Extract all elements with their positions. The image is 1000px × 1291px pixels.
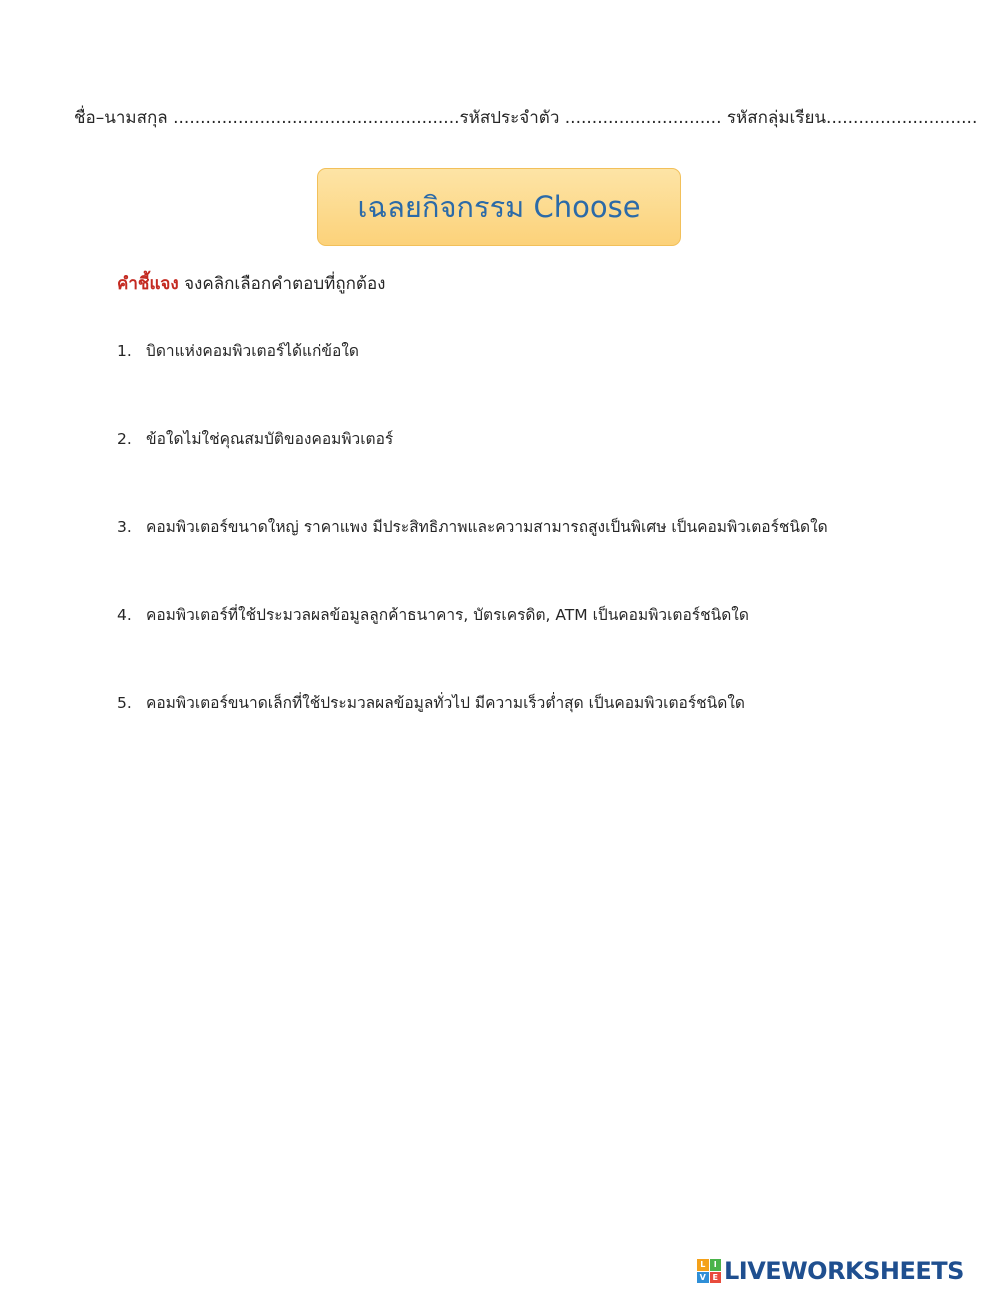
liveworksheets-logo[interactable] [697, 1256, 964, 1286]
question-item [117, 426, 393, 451]
instruction [117, 270, 385, 297]
question-text: บิดาแห่งคอมพิวเตอร์ได้แก่ข้อใด [146, 342, 359, 360]
student-info-line: ชื่อ–นามสกุล .....................................................รหัสประจำตัว ............................. รหัสกลุ่มเรียน............................ [74, 108, 978, 128]
logo-icon [697, 1259, 721, 1283]
question-number: 2. [117, 430, 132, 448]
logo-icon-letter: L [697, 1259, 709, 1271]
question-text: ข้อใดไม่ใช่คุณสมบัติของคอมพิวเตอร์ [146, 430, 394, 448]
question-number: 5. [117, 694, 132, 712]
question-item [117, 338, 359, 363]
title-banner [317, 168, 681, 246]
logo-icon-letter: I [710, 1259, 722, 1271]
instruction-label: คำชี้แจง [117, 274, 179, 294]
question-number: 1. [117, 342, 132, 360]
question-text: คอมพิวเตอร์ที่ใช้ประมวลผลข้อมูลลูกค้าธนาคาร, บัตรเครดิต, ATM เป็นคอมพิวเตอร์ชนิดใด [146, 606, 749, 624]
question-text: คอมพิวเตอร์ขนาดใหญ่ ราคาแพง มีประสิทธิภาพและความสามารถสูงเป็นพิเศษ เป็นคอมพิวเตอร์ชนิดใด [146, 518, 828, 536]
question-item [117, 602, 749, 627]
logo-icon-letter: V [697, 1272, 709, 1284]
question-item [117, 514, 828, 539]
logo-text: LIVEWORKSHEETS [724, 1257, 964, 1285]
page-title: เฉลยกิจกรรม Choose [357, 190, 641, 224]
question-number: 3. [117, 518, 132, 536]
question-item [117, 690, 745, 715]
instruction-text: จงคลิกเลือกคำตอบที่ถูกต้อง [178, 274, 386, 294]
question-text: คอมพิวเตอร์ขนาดเล็กที่ใช้ประมวลผลข้อมูลทั่วไป มีความเร็วต่ำสุด เป็นคอมพิวเตอร์ชนิดใด [146, 694, 745, 712]
logo-icon-letter: E [710, 1272, 722, 1284]
question-number: 4. [117, 606, 132, 624]
